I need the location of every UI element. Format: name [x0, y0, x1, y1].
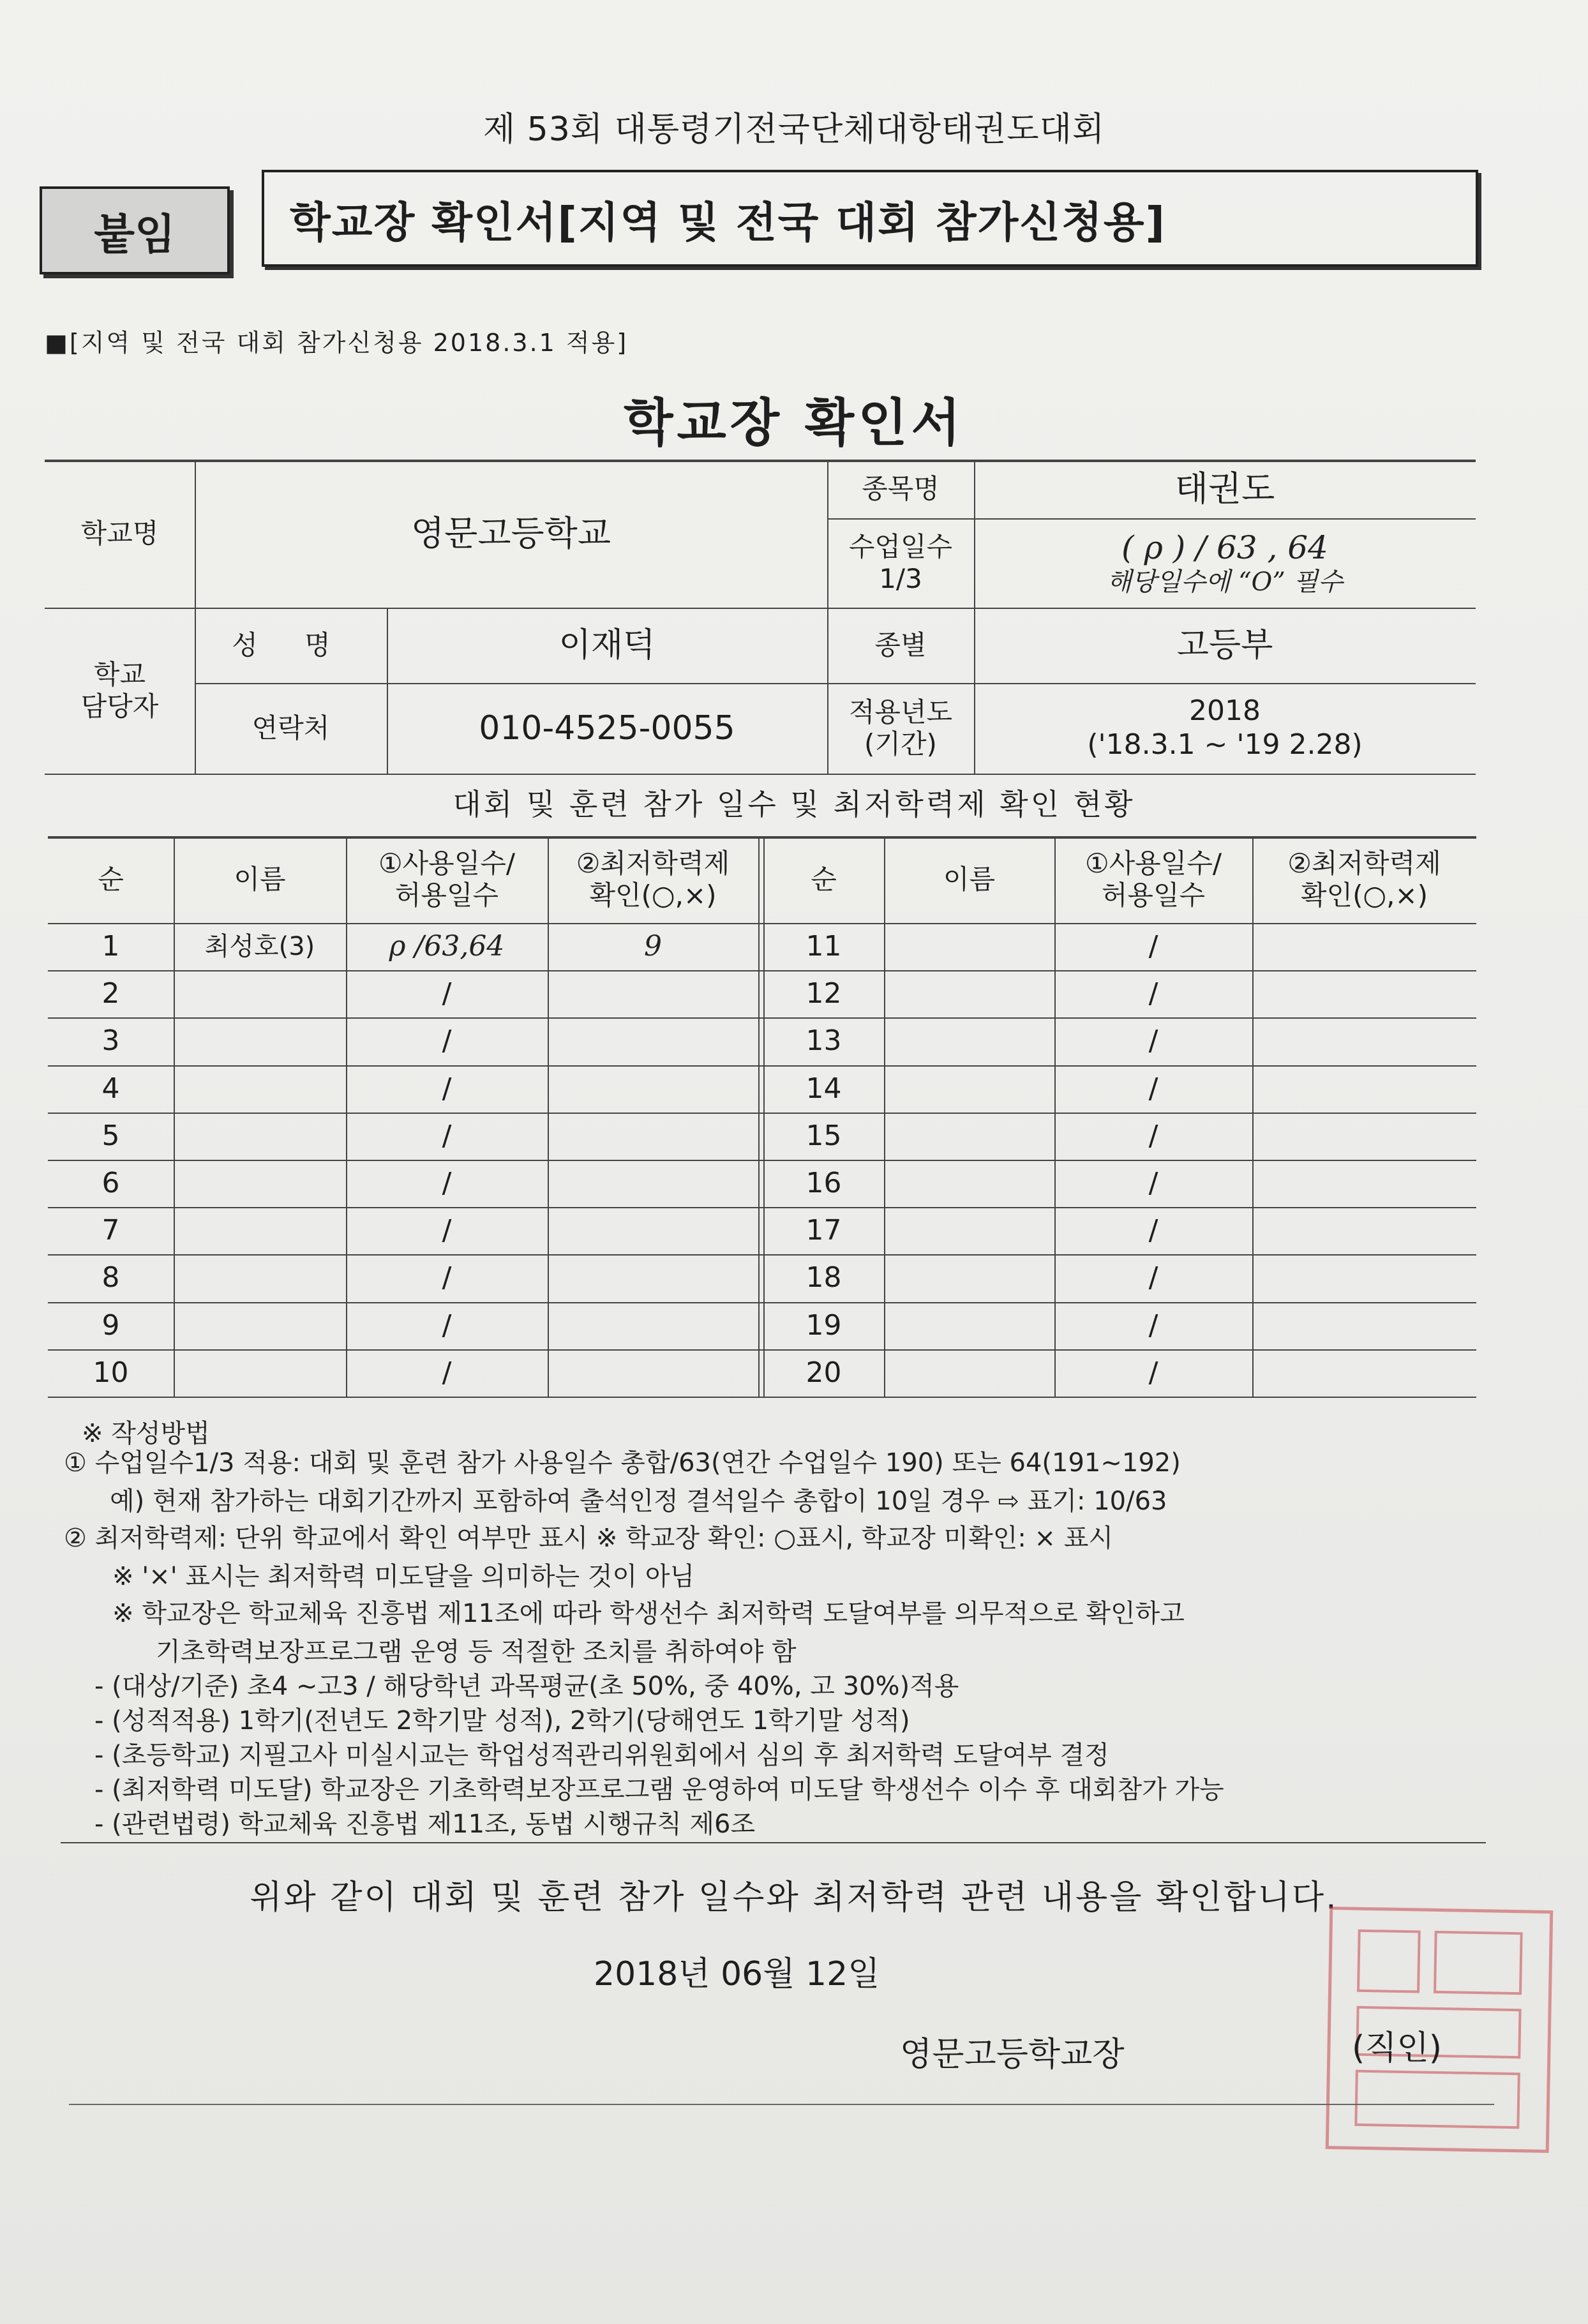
table-vline — [758, 836, 760, 1397]
cell-days: / — [1148, 1261, 1158, 1294]
cell-days: / — [442, 1261, 452, 1294]
cell-name: 최성호(3) — [204, 932, 315, 961]
manager-label-line1: 학교 — [93, 658, 146, 690]
classdays-hint: 해당일수에 “O” 필수 — [1107, 567, 1343, 597]
cell-check — [1252, 1160, 1476, 1207]
cell-no: 15 — [805, 1119, 842, 1152]
cell-name — [174, 1302, 346, 1349]
division-label: 종별 — [874, 629, 927, 661]
school-value: 영문고등학교 — [411, 513, 611, 553]
cell-check — [548, 1113, 758, 1160]
seal-glyph — [1357, 1930, 1421, 1993]
header-min-right — [1252, 836, 1476, 923]
cell-no: 7 — [101, 1213, 120, 1247]
cell-check — [1252, 1065, 1476, 1113]
header-min-line1: ②최저학력제 — [576, 847, 730, 879]
note-line: - (성적적용) 1학기(전년도 2학기말 성적), 2학기(당해연도 1학기말 성적) — [94, 1706, 910, 1736]
cell-no: 9 — [101, 1308, 120, 1342]
cell-no: 1 — [101, 929, 120, 963]
cell-check — [548, 1302, 758, 1349]
header-min-line2: 확인(○,×) — [1300, 880, 1428, 911]
manager-label — [45, 608, 195, 774]
doc-title: 학교장 확인서 — [624, 393, 964, 453]
note-line: - (관련법령) 학교체육 진흥법 제11조, 동법 시행규칙 제6조 — [94, 1810, 756, 1839]
note-line: ① 수업일수1/3 적용: 대회 및 훈련 참가 사용일수 총합/63(연간 수업일수 190) 또는 64(191~192) — [64, 1448, 1181, 1478]
year-label-line1: 적용년도 — [848, 696, 953, 728]
attachment-label: 붙임 — [40, 186, 230, 274]
cell-name — [884, 1160, 1054, 1207]
cell-name — [174, 1160, 346, 1207]
header-days-line1: ①사용일수/ — [1084, 847, 1222, 879]
contact-value: 010-4525-0055 — [479, 708, 735, 747]
cell-name — [884, 1113, 1054, 1160]
contact-label: 연락처 — [251, 712, 330, 744]
school-label: 학교명 — [80, 517, 159, 549]
cell-check — [1252, 1302, 1476, 1349]
cell-check — [1252, 1017, 1476, 1065]
cell-check — [1252, 1113, 1476, 1160]
cell-days: / — [442, 1119, 452, 1152]
cell-days: / — [442, 1072, 452, 1105]
header-no-left: 순 — [98, 863, 124, 895]
note-line: 기초학력보장프로그램 운영 등 적절한 조치를 취하여야 함 — [156, 1637, 797, 1667]
cell-days: / — [1148, 1024, 1158, 1057]
header-days-line2: 허용일수 — [394, 880, 499, 911]
note-line: - (최저학력 미도달) 학교장은 기초학력보장프로그램 운영하여 미도달 학생선수 이수 후 대회참가 가능 — [94, 1775, 1224, 1804]
note-heading: ※ 작성방법 — [82, 1419, 210, 1448]
cell-name — [884, 923, 1054, 970]
header-min-line1: ②최저학력제 — [1287, 847, 1441, 879]
sport-value: 태권도 — [1174, 468, 1275, 509]
cell-check — [1252, 923, 1476, 970]
cell-name — [174, 970, 346, 1017]
cell-name — [174, 1065, 346, 1113]
cell-days: / — [442, 1356, 452, 1389]
cell-days: / — [442, 1024, 452, 1057]
name-label: 성 명 — [232, 629, 350, 661]
header-min-left — [548, 836, 758, 923]
cell-days: / — [1148, 1119, 1158, 1152]
cell-no: 17 — [805, 1213, 842, 1247]
year-label — [827, 683, 974, 774]
cell-no: 13 — [805, 1024, 842, 1057]
cell-check — [548, 1065, 758, 1113]
note-line: - (초등학교) 지필고사 미실시교는 학업성적관리위원회에서 심의 후 최저학력 도달여부 결정 — [94, 1741, 1109, 1770]
cell-days: / — [1148, 1308, 1158, 1342]
cell-days: / — [1148, 1356, 1158, 1389]
cell-check — [548, 1017, 758, 1065]
cell-name — [884, 970, 1054, 1017]
note-line: - (대상/기준) 초4 ~고3 / 해당학년 과목평균(초 50%, 중 40%, 고 30%)적용 — [94, 1672, 959, 1701]
manager-label-line2: 담당자 — [80, 691, 159, 722]
cell-no: 3 — [101, 1024, 120, 1057]
year-value-line1: 2018 — [1189, 694, 1261, 728]
note-line: ② 최저학력제: 단위 학교에서 확인 여부만 표시 ※ 학교장 확인: ○표시, 학교장 미확인: × 표시 — [64, 1524, 1114, 1553]
note-line: ※ '×' 표시는 최저학력 미도달을 의미하는 것이 아님 — [112, 1562, 695, 1591]
cell-no: 19 — [805, 1308, 842, 1342]
cell-no: 14 — [805, 1072, 842, 1105]
cell-days: / — [1148, 1213, 1158, 1247]
cell-name — [884, 1065, 1054, 1113]
cell-check: 9 — [644, 929, 662, 963]
classdays-label-line2: 1/3 — [879, 563, 922, 594]
note-line: 예) 현재 참가하는 대회기간까지 포함하여 출석인정 결석일수 총합이 10일 경우 ⇨ 표기: 10/63 — [110, 1487, 1167, 1516]
cell-days: / — [1148, 977, 1158, 1010]
note-line: ※ 학교장은 학교체육 진흥법 제11조에 따라 학생선수 최저학력 도달여부를 의무적으로 확인하고 — [112, 1599, 1185, 1628]
cell-check — [1252, 1254, 1476, 1301]
table-bottom-border — [48, 1397, 1476, 1398]
cell-no: 8 — [101, 1261, 120, 1294]
cell-name — [884, 1254, 1054, 1301]
seal-glyph — [1434, 1931, 1523, 1995]
year-value-line2: ('18.3.1 ~ '19 2.28) — [1087, 728, 1363, 761]
division-value: 고등부 — [1176, 626, 1273, 664]
cell-name — [884, 1017, 1054, 1065]
event-title: 제 53회 대통령기전국단체대항태권도대회 — [483, 110, 1105, 149]
seal-label: (직인) — [1352, 2029, 1442, 2067]
date: 2018년 06월 12일 — [594, 1955, 880, 1993]
cell-days: / — [1148, 1072, 1158, 1105]
footer-line — [69, 2104, 1494, 2105]
classdays-label — [827, 518, 974, 608]
sport-label: 종목명 — [862, 472, 940, 504]
cell-no: 16 — [805, 1166, 842, 1199]
cell-name — [174, 1113, 346, 1160]
cell-days: / — [442, 1213, 452, 1247]
cell-no: 10 — [93, 1356, 129, 1389]
cell-name — [884, 1207, 1054, 1254]
header-days-line1: ①사용일수/ — [378, 847, 516, 879]
header-no-right: 순 — [811, 863, 837, 895]
cell-check — [548, 1349, 758, 1397]
classdays-value: ( ρ ) / 63 , 64 — [1121, 529, 1328, 566]
cell-days: / — [442, 1308, 452, 1342]
signer: 영문고등학교장 — [900, 2035, 1125, 2074]
cell-check — [1252, 1349, 1476, 1397]
classdays-value-cell — [974, 518, 1476, 608]
subtitle: ■[지역 및 전국 대회 참가신청용 2018.3.1 적용] — [45, 329, 629, 357]
cell-name — [174, 1254, 346, 1301]
cell-name — [884, 1302, 1054, 1349]
header-min-line2: 확인(○,×) — [589, 880, 717, 911]
cell-no: 18 — [805, 1261, 842, 1294]
cell-days: / — [442, 977, 452, 1010]
cell-no: 6 — [101, 1166, 120, 1199]
confirm-text: 위와 같이 대회 및 훈련 참가 일수와 최저학력 관련 내용을 확인합니다. — [250, 1878, 1338, 1917]
cell-days: / — [442, 1166, 452, 1199]
header-days-left — [346, 836, 548, 923]
notes-bottom-border — [61, 1842, 1486, 1843]
cell-name — [174, 1207, 346, 1254]
cell-check — [1252, 970, 1476, 1017]
cell-no: 4 — [101, 1072, 120, 1105]
cell-days: ρ /63,64 — [389, 929, 505, 963]
cell-no: 20 — [805, 1356, 842, 1389]
header-name-right: 이름 — [943, 863, 996, 895]
header-days-line2: 허용일수 — [1101, 880, 1206, 911]
cell-days: / — [1148, 929, 1158, 963]
cell-no: 11 — [805, 929, 842, 963]
year-value — [974, 683, 1476, 774]
seal-glyph — [1354, 2070, 1520, 2129]
cell-no: 12 — [805, 977, 842, 1010]
header-name-left: 이름 — [234, 863, 286, 895]
cell-no: 5 — [101, 1119, 120, 1152]
name-value: 이재덕 — [558, 626, 655, 664]
info-bottom-border — [45, 774, 1476, 775]
classdays-label-line1: 수업일수 — [848, 530, 953, 562]
header-box-title: 학교장 확인서[지역 및 전국 대회 참가신청용] — [262, 170, 1478, 267]
cell-name — [174, 1017, 346, 1065]
year-label-line2: (기간) — [864, 728, 937, 760]
cell-check — [1252, 1207, 1476, 1254]
table-title: 대회 및 훈련 참가 일수 및 최저학력제 확인 현황 — [453, 787, 1135, 821]
cell-check — [548, 1207, 758, 1254]
cell-check — [548, 1254, 758, 1301]
header-days-right — [1054, 836, 1252, 923]
cell-days: / — [1148, 1166, 1158, 1199]
cell-name — [174, 1349, 346, 1397]
cell-name — [884, 1349, 1054, 1397]
cell-check — [548, 1160, 758, 1207]
cell-check — [548, 970, 758, 1017]
cell-no: 2 — [101, 977, 120, 1010]
